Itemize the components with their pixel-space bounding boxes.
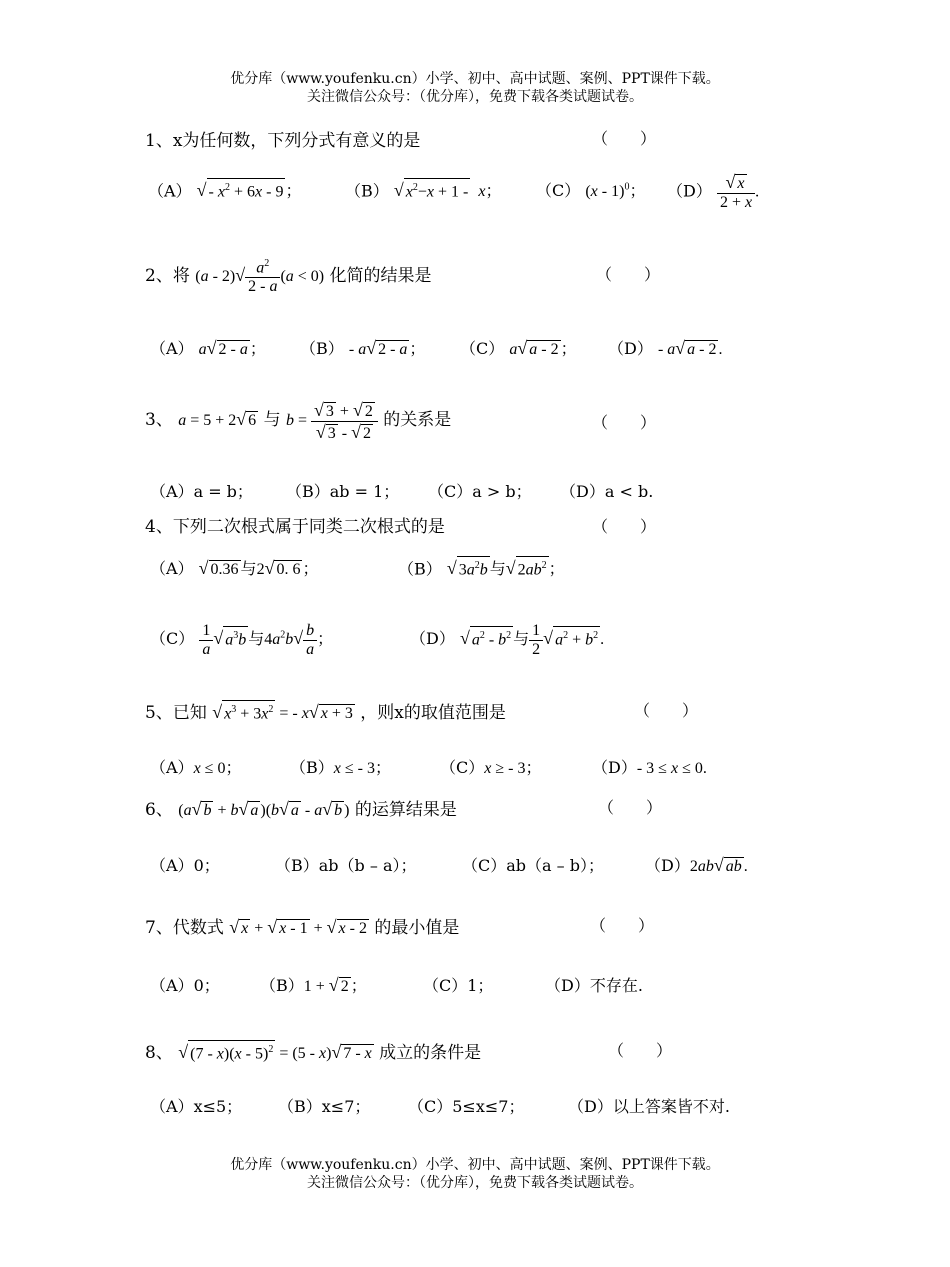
option-label: （D） xyxy=(667,181,712,201)
question-4-option-a xyxy=(150,556,318,579)
question-2-stem xyxy=(145,258,432,296)
question-3-answer-blank: （ ） xyxy=(592,413,657,432)
option-formula: - 3 ≤ x ≤ 0. xyxy=(636,760,707,777)
option-label: （C） xyxy=(150,629,195,649)
question-formula: (a - 2)√ $\frac{a^2}{2 - a}$ (a < 0) xyxy=(195,258,325,296)
option-label: （D） xyxy=(592,758,637,777)
option-formula: x ≥ - 3； xyxy=(484,760,542,777)
option-text: x≤7； xyxy=(321,1097,371,1116)
option-text: ab（b – a）； xyxy=(318,856,417,875)
question-formula: (a√ b + b√ a )(b√ a - a√ b ) xyxy=(178,799,350,819)
option-text: ab（a – b）； xyxy=(506,856,604,875)
option-label: （A） xyxy=(148,181,192,201)
option-formula: 2ab√ ab . xyxy=(689,855,748,875)
option-formula: √ $a^2 - b^2$ 与 $\frac{1}{2}$ √ $a^2 + b^2$ . xyxy=(459,622,605,658)
question-text: 成立的条件是 xyxy=(379,1043,482,1063)
option-formula: x ≤ 0； xyxy=(193,760,242,777)
question-1-option-d: （D） $\frac{√ x}{2 + x}$ . xyxy=(667,172,760,211)
question-6-option-b xyxy=(275,853,417,876)
option-label: （A） xyxy=(150,1097,194,1116)
page-header xyxy=(0,70,950,106)
option-label: （A） xyxy=(150,976,194,995)
question-1-option-b xyxy=(345,178,501,201)
footer-line-1: 优分库（www.youfenku.cn）小学、初中、高中试题、案例、PPT课件下载。 xyxy=(230,1157,720,1173)
question-2-option-a xyxy=(150,336,266,359)
question-formula: √ x + √ x - 1 + √ x - 2 xyxy=(229,917,367,937)
option-text: ab = 1； xyxy=(329,482,400,501)
question-5-option-c xyxy=(440,755,541,778)
question-6-option-d xyxy=(645,853,748,876)
option-text: 以上答案皆不对. xyxy=(612,1097,730,1116)
option-text: 与 xyxy=(248,631,265,649)
option-text: a = b； xyxy=(193,482,253,501)
question-1-answer-blank: （ ） xyxy=(592,129,657,148)
option-label: （B） xyxy=(275,856,319,875)
question-6-answer-blank: （ ） xyxy=(598,798,663,817)
option-label: （D） xyxy=(560,482,605,501)
question-7-option-d xyxy=(545,973,643,996)
question-8-stem xyxy=(145,1038,481,1063)
option-formula: - a√ 2 - a ； xyxy=(348,338,426,358)
option-formula: x ≤ - 3； xyxy=(333,760,391,777)
question-1-stem: 1、x为任何数，下列分式有意义的是 xyxy=(145,131,421,151)
question-5-option-b xyxy=(290,755,391,778)
question-5-stem xyxy=(145,698,506,723)
question-1-option-a xyxy=(148,178,301,201)
question-4-option-c xyxy=(150,622,333,659)
option-text: 1； xyxy=(467,976,494,995)
question-4-answer-blank: （ ） xyxy=(592,517,657,536)
option-text: 与 xyxy=(240,561,257,578)
question-7-option-c xyxy=(423,973,493,996)
header-line-1: 优分库（www.youfenku.cn）小学、初中、高中试题、案例、PPT课件下载。 xyxy=(230,71,720,87)
question-2-option-b xyxy=(300,336,425,359)
question-6-option-c xyxy=(462,853,604,876)
question-4-option-d xyxy=(410,622,604,659)
question-formula-a: a = 5 + 2√ 6 xyxy=(178,409,257,430)
option-label: （C） xyxy=(460,339,505,358)
question-3-option-d xyxy=(560,479,653,502)
option-label: （C） xyxy=(408,1097,453,1116)
question-4-option-b xyxy=(398,556,565,579)
option-formula: 1 + √ 2 ； xyxy=(303,975,367,995)
question-3-stem xyxy=(145,400,451,443)
question-number: 5、已知 xyxy=(145,703,207,723)
option-label: （B） xyxy=(286,482,330,501)
question-number: 2、将 xyxy=(145,265,190,286)
option-label: （B） xyxy=(345,181,389,201)
question-number: 6、 xyxy=(145,800,173,820)
question-7-stem xyxy=(145,913,459,938)
question-2-option-c xyxy=(460,336,577,359)
question-2-answer-blank: （ ） xyxy=(596,265,661,284)
option-label: （A） xyxy=(150,339,194,358)
option-text: 与 xyxy=(489,561,506,579)
option-label: （D） xyxy=(645,856,690,875)
option-label: （B） xyxy=(260,976,304,995)
option-label: （B） xyxy=(398,559,442,579)
option-label: （A） xyxy=(150,482,194,501)
question-number: 8、 xyxy=(145,1043,173,1063)
option-formula: a√ a - 2 ； xyxy=(509,338,577,358)
option-formula: √ - $x^2 + 6x - 9$ ； xyxy=(197,183,302,200)
option-formula: a√ 2 - a ； xyxy=(198,338,266,358)
question-5-option-a xyxy=(150,755,241,778)
question-5-answer-blank: （ ） xyxy=(634,701,699,720)
question-2-option-d xyxy=(608,336,722,359)
question-3-option-b xyxy=(286,479,399,502)
option-label: （A） xyxy=(150,559,194,578)
option-text: 与 xyxy=(513,631,530,649)
question-8-option-b xyxy=(278,1094,370,1117)
option-text: a < b. xyxy=(604,482,654,501)
question-8-option-c xyxy=(408,1094,524,1117)
option-text: x≤5； xyxy=(193,1097,243,1116)
option-text: 5≤x≤7； xyxy=(452,1097,525,1116)
option-label: （A） xyxy=(150,856,194,875)
option-label: （C） xyxy=(423,976,468,995)
option-label: （D） xyxy=(410,629,455,649)
option-label: （C） xyxy=(440,758,485,777)
option-text: a > b； xyxy=(472,482,532,501)
option-formula: - a√ a - 2 . xyxy=(657,338,723,358)
question-8-option-a xyxy=(150,1094,242,1117)
header-line-2: 关注微信公众号：（优分库），免费下载各类试题试卷。 xyxy=(307,89,643,105)
option-label: （A） xyxy=(150,758,194,777)
question-7-option-b xyxy=(260,973,367,996)
question-7-option-a xyxy=(150,973,220,996)
question-6-stem xyxy=(145,795,457,820)
page-footer xyxy=(0,1156,950,1192)
question-7-answer-blank: （ ） xyxy=(590,916,655,935)
question-text: ，则x的取值范围是 xyxy=(360,703,506,723)
option-formula: √ $x^2-x + 1 - x$； xyxy=(394,183,502,200)
question-1-option-c xyxy=(536,178,645,201)
option-label: （C） xyxy=(462,856,507,875)
question-number: 3、 xyxy=(145,410,173,431)
option-formula: $\frac{1}{a}$ √ $a^3b$ 与$4a^2b√$ $\frac{b}{a}$ ； xyxy=(199,631,333,648)
option-text: 0； xyxy=(193,976,220,995)
question-formula: √ $x^3 + 3x^2$ = - x√ x + 3 xyxy=(212,705,355,722)
question-3-option-a xyxy=(150,479,253,502)
option-label: （D） xyxy=(608,339,653,358)
question-3-option-c xyxy=(428,479,532,502)
option-formula: (x - 1)$^0$； xyxy=(585,181,646,200)
question-number: 7、代数式 xyxy=(145,918,224,938)
question-8-answer-blank: （ ） xyxy=(608,1041,673,1060)
option-label: （B） xyxy=(290,758,334,777)
question-4-stem: 4、下列二次根式属于同类二次根式的是 xyxy=(145,517,445,537)
question-text: 的关系是 xyxy=(383,410,452,431)
option-label: （C） xyxy=(428,482,473,501)
option-label: （D） xyxy=(545,976,590,995)
question-6-option-a xyxy=(150,853,220,876)
option-label: （B） xyxy=(278,1097,322,1116)
question-text: 的最小值是 xyxy=(374,918,460,938)
question-formula-b: b = $\frac{√ 3 + √ 2}{√ 3 - √ 2}$ xyxy=(286,412,378,429)
option-label: （C） xyxy=(536,181,581,200)
option-formula: $\frac{√ x}{2 + x}$ xyxy=(717,172,755,212)
footer-line-2: 关注微信公众号：（优分库），免费下载各类试题试卷。 xyxy=(307,1175,643,1191)
option-text: 0； xyxy=(193,856,220,875)
question-8-option-d xyxy=(568,1094,730,1117)
question-text: 与 xyxy=(263,410,281,431)
option-text: 不存在. xyxy=(589,976,643,995)
option-formula: √ 0.36 与2√ 0. 6 ； xyxy=(198,558,319,578)
option-formula: √ $3a^2b$ 与√ $2ab^2$ ； xyxy=(447,561,565,578)
question-formula: √ (7 - x)(x - 5)$^2$ = (5 - x)√ 7 - x xyxy=(178,1045,374,1062)
option-label: （D） xyxy=(568,1097,613,1116)
question-5-option-d xyxy=(592,755,707,778)
question-text: 的运算结果是 xyxy=(354,800,457,820)
question-text: 化简的结果是 xyxy=(329,265,432,286)
option-label: （B） xyxy=(300,339,344,358)
